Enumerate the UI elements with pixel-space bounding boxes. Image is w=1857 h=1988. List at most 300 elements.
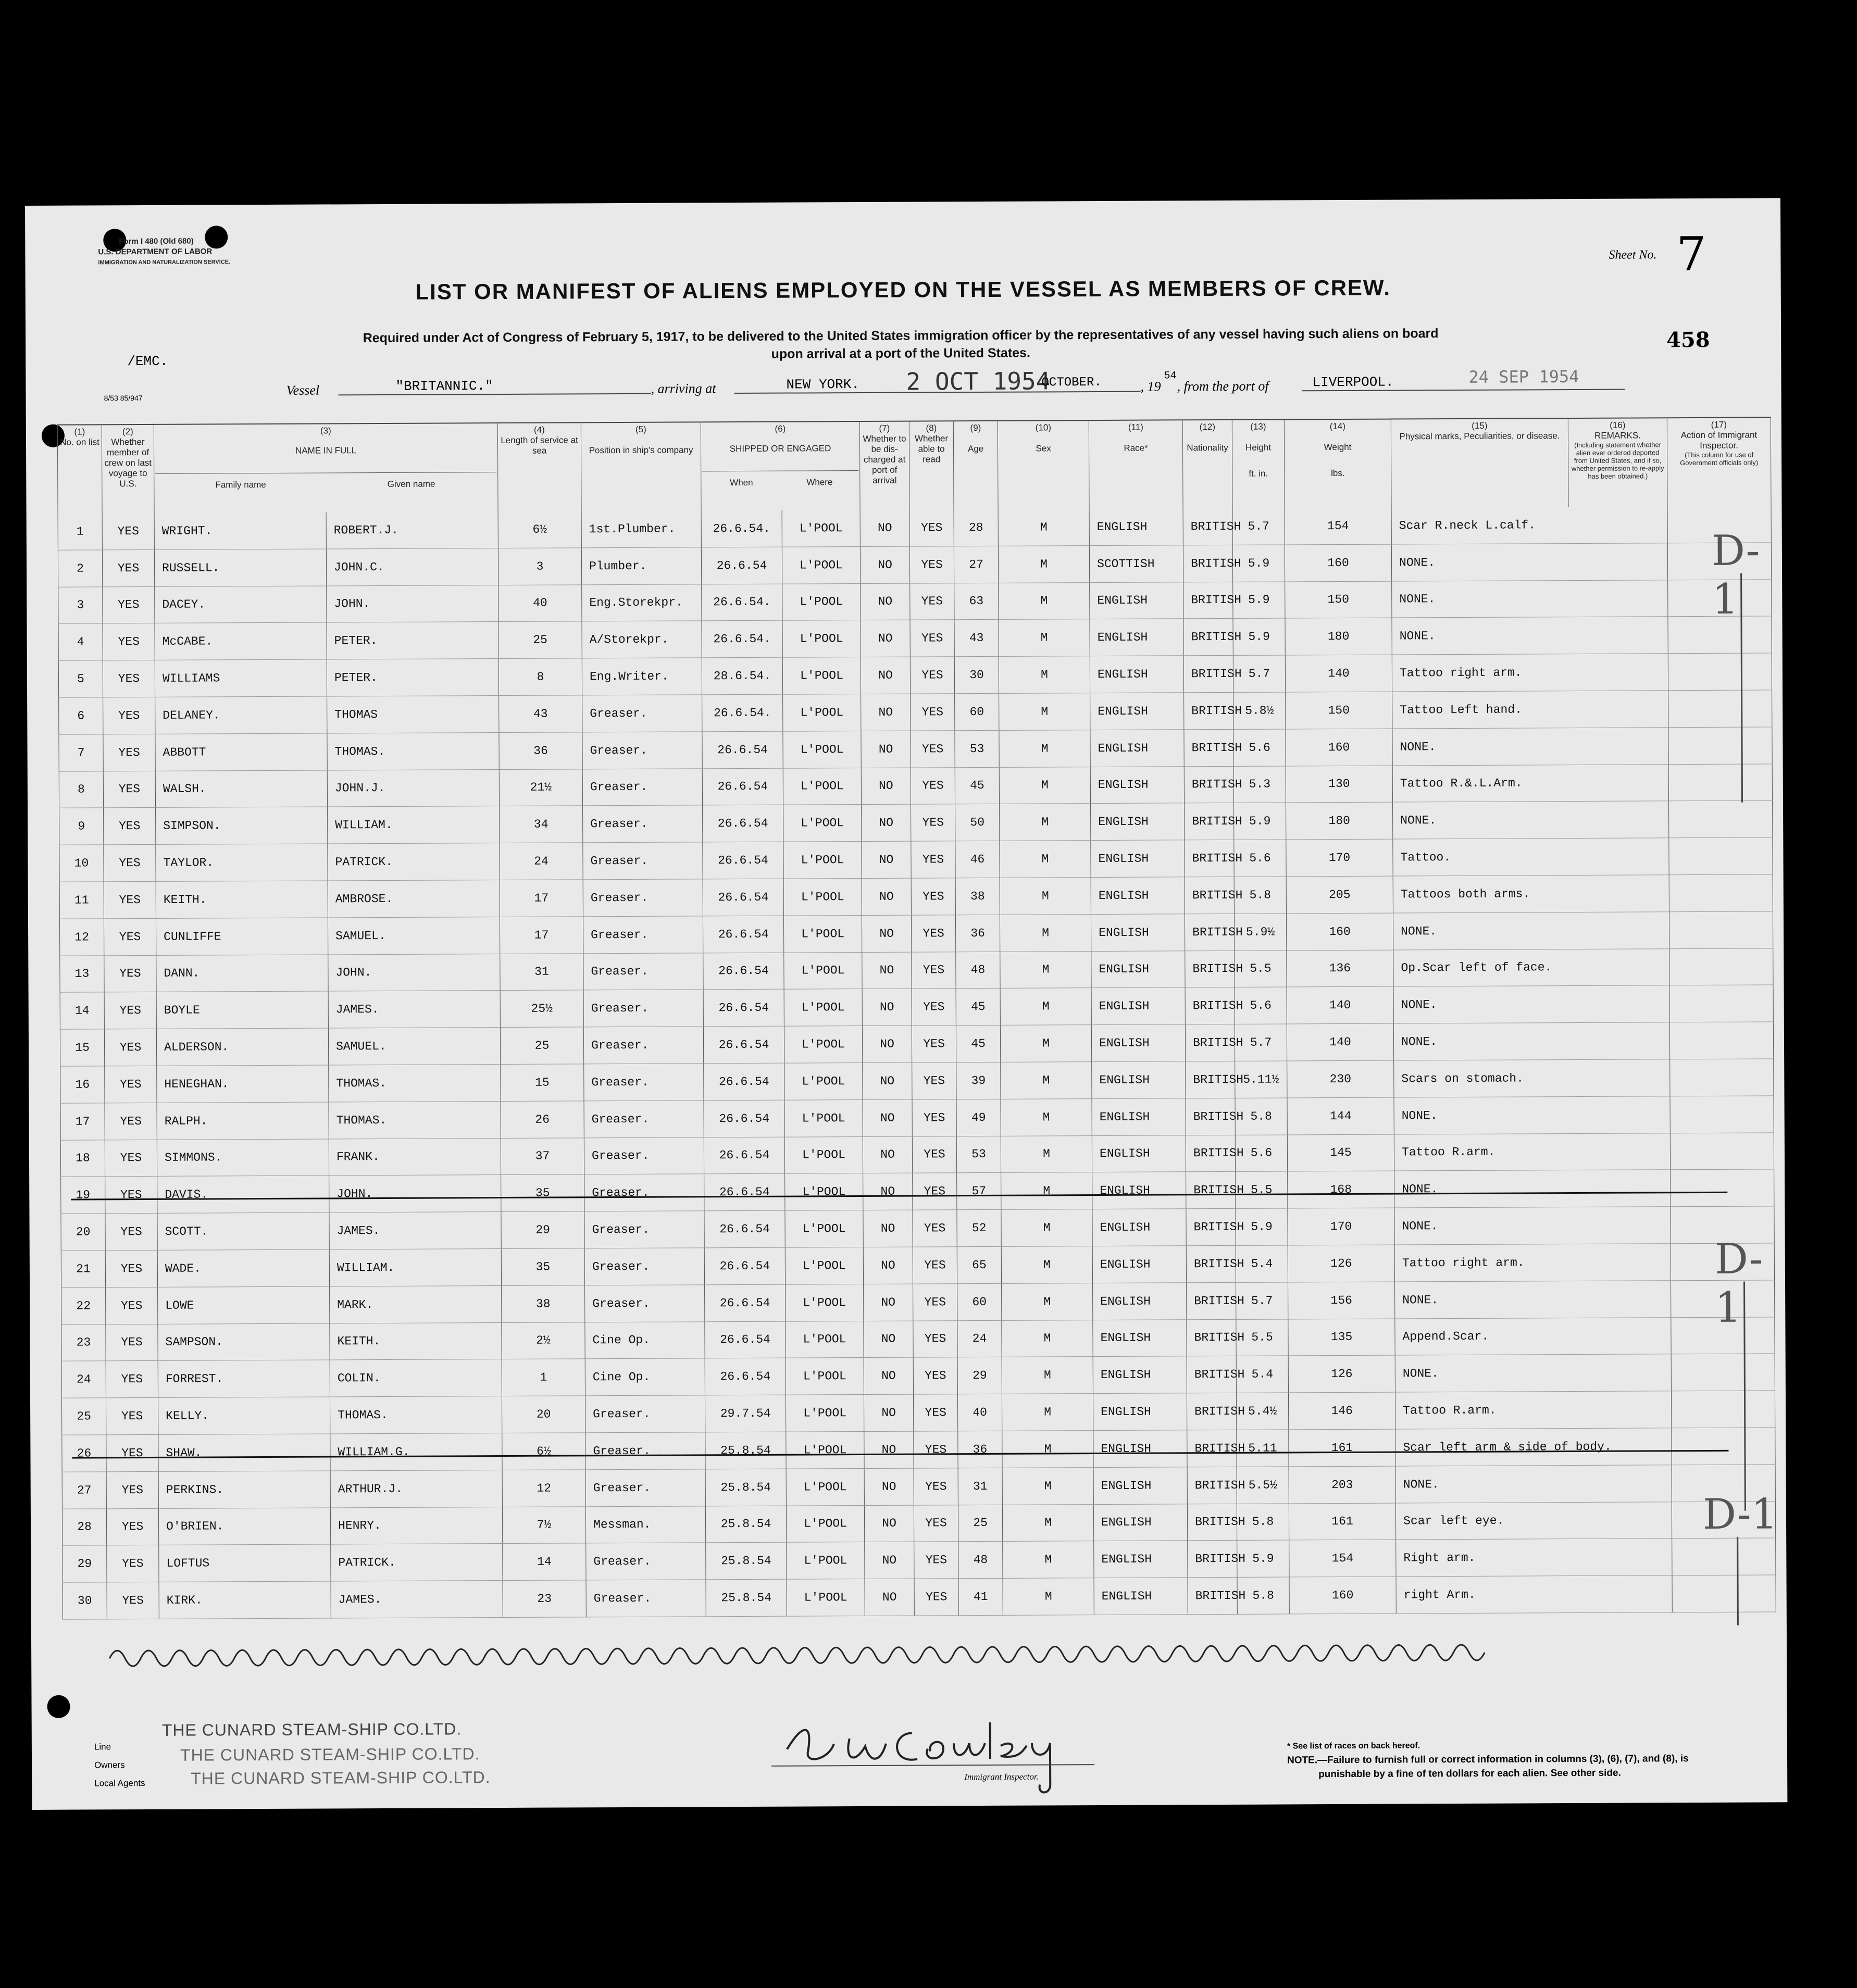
able-to-read-cell: YES [914,1542,958,1579]
service-name: IMMIGRATION AND NATURALIZATION SERVICE. [98,259,231,266]
shipped-when-cell: 25.8.54 [705,1469,786,1506]
discharge-cell: NO [862,989,912,1026]
shipped-when-cell: 26.6.54 [702,731,783,768]
shipped-when-cell: 26.6.54 [701,547,782,584]
shipped-where-cell: L'POOL [786,1468,864,1505]
nationality-cell: BRITISH [1187,1282,1236,1319]
inspector-action-cell [1671,1391,1775,1428]
nationality-cell: BRITISH [1185,914,1234,951]
physical-marks-cell: NONE. [1395,1354,1671,1392]
family-name-cell: SHAW. [158,1434,330,1471]
race-cell: ENGLISH [1091,987,1185,1025]
col-header-family: Family name [215,479,266,490]
row-number-cell: 4 [58,623,103,660]
prior-voyage-cell: YES [105,1140,157,1177]
sex-cell: M [1002,1430,1093,1468]
weight-cell: 160 [1286,913,1393,951]
shipped-where-cell: L'POOL [784,989,862,1026]
d1-annotation: D-1 [1711,526,1760,623]
age-cell: 48 [958,1542,1003,1579]
able-to-read-cell: YES [912,1062,956,1099]
prior-voyage-cell: YES [104,881,156,918]
nationality-cell: BRITISH [1187,1319,1236,1356]
race-cell: ENGLISH [1092,1061,1186,1099]
inspector-action-cell [1669,801,1773,838]
prior-voyage-cell: YES [104,845,156,882]
nationality-cell: BRITISH [1185,840,1234,877]
service-length-cell: 25 [498,621,582,658]
sex-cell: M [999,582,1090,620]
sex-cell: M [1000,804,1091,841]
able-to-read-cell: YES [914,1505,958,1542]
sex-cell: M [1001,1209,1092,1247]
row-number-cell: 10 [59,845,104,882]
height-cell: 5.4 [1236,1356,1288,1393]
race-cell: ENGLISH [1089,508,1183,545]
nationality-cell: BRITISH [1183,508,1232,545]
physical-marks-cell: NONE. [1393,912,1669,950]
service-length-cell: 34 [500,806,583,843]
inspector-action-cell [1671,1169,1774,1207]
row-number-cell: 23 [61,1324,106,1361]
shipped-when-cell: 26.6.54 [705,1321,786,1358]
nationality-cell: BRITISH [1186,1098,1235,1135]
discharge-cell: NO [864,1468,914,1505]
discharge-cell: NO [864,1394,914,1431]
sex-cell: M [1000,914,1091,952]
weight-cell: 150 [1285,581,1392,619]
row-number-cell: 9 [59,808,104,845]
weight-cell: 161 [1289,1429,1395,1467]
discharge-cell: NO [865,1542,914,1579]
age-cell: 60 [957,1283,1002,1320]
prior-voyage-cell: YES [102,549,154,586]
given-name-cell: JAMES. [329,1212,501,1249]
given-name-cell: JOHN.C. [326,548,498,585]
service-length-cell: 36 [499,732,582,769]
family-name-cell: WRIGHT. [154,512,326,549]
inspector-action-cell [1670,1059,1774,1096]
physical-marks-cell: Append.Scar. [1395,1317,1671,1355]
inspector-label: Immigrant Inspector. [964,1771,1039,1782]
weight-cell: 205 [1286,876,1393,914]
shipped-where-cell: L'POOL [786,1321,864,1358]
family-name-cell: O'BRIEN. [158,1507,330,1545]
note-penalty-2: punishable by a fine of ten dollars for each alien. See other side. [1318,1767,1621,1780]
given-name-cell: PATRICK. [331,1544,503,1581]
able-to-read-cell: YES [914,1468,958,1505]
service-length-cell: 23 [503,1580,586,1617]
race-cell: ENGLISH [1092,1135,1186,1172]
age-cell: 29 [957,1357,1002,1394]
able-to-read-cell: YES [913,1210,957,1247]
sex-cell: M [1001,1135,1092,1173]
position-cell: Greaser. [584,1174,704,1211]
row-number-cell: 6 [59,697,103,734]
discharge-cell: NO [861,620,910,657]
position-cell: Eng.Storekpr. [582,584,702,621]
col-header-given: Given name [387,479,435,489]
family-name-cell: McCABE. [155,622,327,660]
shipped-when-cell: 25.8.54 [705,1506,786,1543]
discharge-cell: NO [861,583,910,620]
shipped-when-cell: 25.8.54 [706,1542,787,1579]
prior-voyage-cell: YES [105,1177,157,1214]
height-cell: 5.4 [1236,1245,1288,1282]
weight-cell: 156 [1288,1282,1395,1319]
weight-cell: 160 [1286,729,1392,766]
able-to-read-cell: YES [913,1357,957,1394]
position-cell: Greaser. [584,1137,704,1174]
physical-marks-cell: NONE. [1393,985,1669,1023]
prior-voyage-cell: YES [107,1582,159,1619]
able-to-read-cell: YES [910,583,954,620]
age-cell: 40 [958,1394,1002,1431]
position-cell: Greaser. [583,953,703,990]
able-to-read-cell: YES [911,694,955,731]
col-header-weight: (14) Weight lbs. [1284,419,1391,508]
form-identifier [98,236,230,268]
physical-marks-cell: Tattoo R.&.L.Arm. [1392,764,1668,802]
discharge-cell: NO [862,878,911,915]
service-length-cell: 35 [501,1248,584,1285]
prior-voyage-cell: YES [103,660,155,697]
position-cell: Greaser. [585,1285,705,1322]
sheet-number: 7 [1676,227,1706,282]
given-name-cell: PETER. [327,622,498,659]
sex-cell: M [999,730,1090,767]
nationality-cell: BRITISH [1188,1541,1237,1578]
row-number-cell: 5 [58,660,103,697]
weight-cell: 146 [1288,1392,1395,1430]
physical-marks-cell: NONE. [1394,1170,1671,1208]
shipped-where-cell: L'POOL [783,878,862,915]
given-name-cell: THOMAS [327,696,499,733]
physical-marks-cell: Tattoo. [1393,838,1669,876]
age-cell: 39 [956,1062,1001,1099]
prior-voyage-cell: YES [106,1471,158,1508]
inspector-action-cell [1672,1575,1776,1612]
able-to-read-cell: YES [912,1026,956,1062]
inspector-action-cell [1668,727,1772,765]
col-header-sex: (10) Sex [998,420,1089,509]
service-length-cell: 7½ [502,1506,585,1543]
shipped-when-cell: 28.6.54. [702,657,782,694]
shipped-where-cell: L'POOL [784,1136,863,1173]
position-cell: Greaser. [582,732,702,769]
shipped-when-cell: 26.6.54 [704,1100,784,1137]
position-cell: Greaser. [583,842,703,880]
shipped-where-cell: L'POOL [785,1173,863,1210]
row-number-cell: 12 [59,919,104,956]
discharge-cell: NO [862,952,912,989]
race-cell: ENGLISH [1090,693,1184,730]
able-to-read-cell: YES [911,767,955,804]
family-name-cell: KEITH. [156,881,328,918]
inspector-action-cell [1672,1538,1776,1576]
row-number-cell: 8 [59,771,103,808]
given-name-cell: THOMAS. [327,732,499,770]
physical-marks-cell: right Arm. [1396,1576,1672,1614]
service-length-cell: 21½ [499,769,582,806]
departure-port: LIVERPOOL. [1302,373,1625,392]
discharge-cell: NO [863,1062,912,1099]
row-number-cell: 2 [58,550,102,587]
arrival-year: 54 [1164,370,1177,382]
col-header-read: (8) Whether able to read [909,421,954,509]
discharge-cell: NO [864,1357,913,1394]
col-header-race: (11) Race* [1089,420,1183,509]
family-name-cell: SIMPSON. [156,807,328,844]
family-name-cell: FORREST. [158,1360,330,1397]
position-cell: Cine Op. [585,1358,705,1396]
service-length-cell: 31 [500,953,583,990]
position-cell: Greaser. [585,1395,705,1433]
nationality-cell: BRITISH [1186,1209,1236,1246]
row-number-cell: 19 [61,1177,105,1214]
prior-voyage-cell: YES [106,1287,158,1324]
given-name-cell: MARK. [330,1285,502,1323]
row-number-cell: 29 [63,1545,107,1582]
service-length-cell: 40 [498,584,582,621]
col-header-name: (3) NAME IN FULL Family name Given name [154,423,498,513]
sex-cell: M [1002,1320,1093,1357]
shipped-where-cell: L'POOL [782,583,861,620]
row-number-cell: 28 [62,1508,106,1545]
weight-cell: 136 [1287,950,1393,987]
given-name-cell: COLIN. [330,1359,502,1397]
shipped-when-cell: 25.8.54 [705,1432,786,1469]
col-header-service: (4) Length of service at sea [497,422,581,511]
inspector-action-cell [1670,1096,1774,1133]
discharge-cell: NO [864,1284,913,1321]
family-name-cell: LOFTUS [159,1544,331,1582]
shipped-where-cell: L'POOL [784,952,862,989]
shipped-when-cell: 26.6.54 [705,1284,786,1321]
shipped-where-cell: L'POOL [787,1542,865,1579]
able-to-read-cell: YES [913,1320,957,1357]
position-cell: Greaser. [586,1543,706,1580]
shipped-when-cell: 26.6.54 [703,953,784,990]
shipped-where-cell: L'POOL [784,1026,862,1063]
position-cell: Greaser. [585,1469,705,1507]
col-header-remarks: (16) REMARKS. (Including statement whether alien ever ordered deported from United States, and if so, whether permission to re-apply has been obtained.) [1568,418,1667,507]
nationality-cell: BRITISH [1187,1430,1237,1467]
family-name-cell: BOYLE [156,991,328,1029]
physical-marks-cell: Tattoo Left hand. [1392,691,1668,729]
shipped-where-cell: L'POOL [785,1247,863,1284]
service-length-cell: 24 [500,843,583,880]
row-number-cell: 18 [60,1140,105,1177]
age-cell: 52 [957,1209,1001,1246]
weight-cell: 140 [1285,655,1392,692]
row-number-cell: 16 [60,1066,105,1103]
weight-cell: 180 [1285,618,1392,655]
race-cell: ENGLISH [1091,1024,1185,1062]
service-length-cell: 8 [498,658,582,695]
weight-cell: 161 [1289,1503,1395,1541]
race-cell: ENGLISH [1092,1209,1186,1246]
age-cell: 48 [956,952,1000,989]
physical-marks-cell: NONE. [1393,801,1669,839]
nationality-cell: BRITISH [1187,1504,1237,1541]
given-name-cell: ARTHUR.J. [330,1470,502,1507]
sex-cell: M [1002,1504,1093,1542]
able-to-read-cell: YES [909,509,954,546]
height-cell: 5.9 [1233,582,1285,619]
col-header-age: (9) Age [953,421,998,509]
prior-voyage-cell: YES [103,771,155,808]
family-name-cell: RUSSELL. [154,549,326,586]
row-number-cell: 27 [62,1472,106,1509]
year-label: , 19 [1140,379,1161,394]
physical-marks-cell: Scars on stomach. [1394,1059,1670,1097]
physical-marks-cell: Op.Scar left of face. [1393,948,1669,986]
family-name-cell: LOWE [158,1286,330,1324]
shipped-when-cell: 26.6.54 [704,1173,785,1210]
sex-cell: M [1000,841,1091,878]
form-number: Form I 480 (Old 680) [119,236,194,246]
weight-cell: 230 [1287,1060,1394,1098]
position-cell: Greaser. [584,1064,704,1101]
sex-cell: M [1000,951,1091,989]
row-number-cell: 11 [59,882,104,919]
family-name-cell: ABBOTT [155,733,327,771]
weight-cell: 170 [1286,839,1393,877]
sex-cell: M [1002,1283,1093,1320]
height-cell: 5.7 [1232,508,1285,545]
sex-cell: M [1001,1246,1092,1284]
height-cell: 5.6 [1235,987,1287,1024]
able-to-read-cell: YES [909,546,954,583]
age-cell: 45 [955,767,999,804]
col-header-when: When [730,477,753,488]
service-length-cell: 20 [502,1396,585,1433]
age-cell: 43 [954,620,999,657]
physical-marks-cell: NONE. [1395,1280,1671,1318]
physical-marks-cell: NONE. [1394,1096,1670,1134]
weight-cell: 140 [1287,986,1393,1024]
height-cell: 5.5½ [1237,1467,1289,1504]
position-cell: Greaser. [582,768,702,806]
nationality-cell: BRITISH [1183,619,1233,656]
col-header-shipped: (6) SHIPPED OR ENGAGED When Where [701,421,860,510]
nationality-cell: BRITISH [1184,729,1233,766]
service-length-cell: 43 [499,695,582,732]
given-name-cell: WILLIAM. [329,1248,501,1286]
shipped-when-cell: 26.6.54. [701,510,782,547]
family-name-cell: DAVIS. [157,1176,329,1213]
prior-voyage-cell: YES [106,1398,158,1435]
family-name-cell: KELLY. [158,1397,330,1434]
height-cell: 5.7 [1235,1024,1287,1061]
given-name-cell: THOMAS. [330,1396,502,1434]
inspector-action-cell [1669,985,1773,1022]
physical-marks-cell: Tattoo R.arm. [1394,1133,1670,1171]
able-to-read-cell: YES [911,915,955,952]
race-cell: ENGLISH [1093,1319,1187,1357]
table-row [61,1169,1774,1214]
service-length-cell: 29 [501,1211,584,1248]
sex-cell: M [1000,1025,1091,1062]
row-number-cell: 14 [60,992,104,1029]
nationality-cell: BRITISH [1187,1393,1237,1430]
shipped-when-cell: 26.6.54 [703,916,783,953]
given-name-cell: THOMAS. [329,1064,501,1102]
nationality-cell: BRITISH [1186,1172,1236,1209]
able-to-read-cell: YES [910,657,954,694]
nationality-cell: BRITISH [1186,1135,1235,1172]
physical-marks-cell: NONE. [1391,543,1667,581]
able-to-read-cell: YES [912,952,956,989]
row-number-cell: 7 [59,734,103,771]
service-length-cell: 35 [501,1174,584,1211]
given-name-cell: PATRICK. [328,843,500,881]
race-cell: ENGLISH [1091,803,1185,841]
weight-cell: 150 [1286,692,1392,729]
family-name-cell: WADE. [157,1249,329,1287]
shipped-where-cell: L'POOL [786,1284,864,1321]
able-to-read-cell: YES [913,1173,957,1210]
family-name-cell: HENEGHAN. [157,1065,329,1103]
service-length-cell: 17 [500,880,583,917]
shipped-when-cell: 26.6.54. [702,621,782,658]
sheet-label: Sheet No. [1609,248,1657,262]
physical-marks-cell: Tattoos both arms. [1393,875,1669,913]
table-row [63,1575,1776,1619]
position-cell: Greaser. [583,879,703,917]
nationality-cell: BRITISH [1186,1061,1235,1098]
shipped-when-cell: 26.6.54 [702,768,783,805]
physical-marks-cell: NONE. [1394,1207,1671,1245]
nationality-cell: BRITISH [1185,987,1235,1024]
prior-voyage-cell: YES [106,1324,158,1361]
inspector-action-cell [1668,690,1772,728]
physical-marks-cell: NONE. [1393,1022,1669,1060]
position-cell: Greaser. [584,1101,704,1138]
shipped-where-cell: L'POOL [782,510,860,547]
family-name-cell: SCOTT. [157,1212,329,1250]
able-to-read-cell: YES [911,804,955,841]
sex-cell: M [999,619,1090,657]
race-cell: ENGLISH [1093,1504,1187,1541]
sex-cell: M [999,656,1090,694]
prior-voyage-cell: YES [104,955,156,992]
race-cell: ENGLISH [1091,877,1185,915]
given-name-cell: JAMES. [328,991,500,1028]
given-name-cell: SAMUEL. [328,1028,500,1065]
nationality-cell: BRITISH [1184,766,1233,803]
age-cell: 50 [955,804,1000,841]
age-cell: 36 [958,1431,1002,1468]
arrival-date-stamp: 2 OCT 1954 [906,367,1051,396]
position-cell: Cine Op. [585,1321,705,1359]
weight-cell: 168 [1288,1171,1394,1208]
shipped-when-cell: 26.6.54 [704,1063,784,1100]
service-length-cell: 6½ [502,1433,585,1470]
age-cell: 57 [957,1173,1001,1210]
service-length-cell: 17 [500,917,583,954]
owners-company-stamp: THE CUNARD STEAM-SHIP CO.LTD. [180,1744,480,1765]
discharge-cell: NO [861,694,911,731]
physical-marks-cell: Right arm. [1396,1539,1672,1577]
prior-voyage-cell: YES [103,586,155,623]
discharge-cell: NO [863,1099,912,1136]
position-cell: Greaser. [583,1027,703,1064]
race-cell: ENGLISH [1094,1578,1188,1615]
table-row [62,1428,1775,1472]
physical-marks-cell: Tattoo right arm. [1392,654,1668,692]
